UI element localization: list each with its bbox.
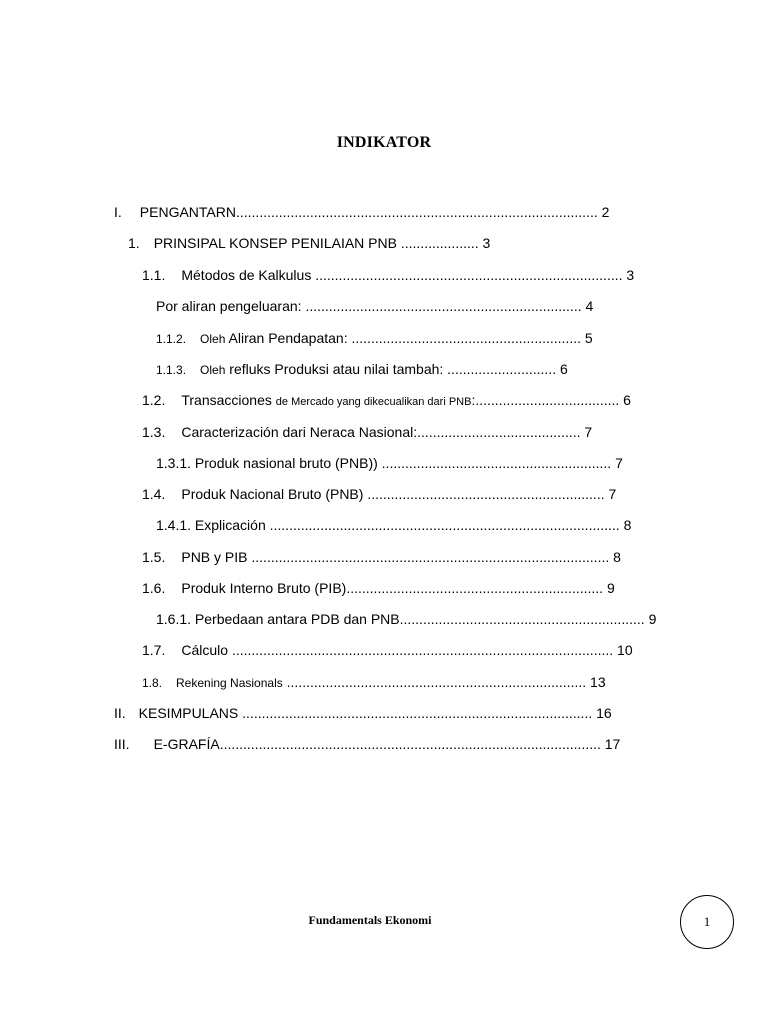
toc-entry-perbedaan[interactable] — [156, 610, 656, 628]
toc-text: Por aliran pengeluaran: — [156, 298, 302, 314]
toc-page-number: 16 — [596, 705, 612, 721]
toc-text: Aliran Pendapatan: — [228, 330, 348, 346]
toc-leader: ............................................................................. — [286, 674, 587, 690]
toc-number: 1.6. — [142, 580, 166, 596]
toc-page-number: 2 — [601, 204, 610, 220]
toc-page-number: 3 — [626, 267, 635, 283]
toc-leader: .................................................................................................. — [231, 642, 614, 658]
toc-page-number: 17 — [604, 736, 621, 752]
toc-entry-refluks-produksi[interactable] — [156, 360, 568, 379]
toc-leader: ........................................................... — [351, 330, 581, 346]
toc-leader: .................................................................................................. — [219, 736, 601, 752]
toc-page-number: 6 — [559, 361, 568, 377]
toc-text: KESIMPULANS — [138, 705, 239, 721]
toc-prefix: Oleh — [200, 363, 226, 377]
toc-text: PNB y PIB — [181, 549, 248, 565]
toc-text: 1.3.1. Produk nasional bruto (PNB)) — [156, 455, 378, 471]
toc-leader: .................................................................. — [346, 580, 604, 596]
toc-colon: : — [471, 392, 476, 408]
toc-page-number: 8 — [623, 517, 632, 533]
toc-text: Métodos de Kalkulus — [181, 267, 312, 283]
toc-entry-pengantarn[interactable] — [114, 203, 609, 221]
toc-leader: ..................................... — [475, 392, 620, 408]
toc-number: 1.2. — [142, 392, 166, 408]
toc-text: Produk Nacional Bruto (PNB) — [181, 486, 364, 502]
toc-page-number: 10 — [617, 642, 633, 658]
toc-entry-rekening-nasionals[interactable] — [142, 673, 606, 692]
toc-leader: ........................................................... — [381, 455, 612, 471]
toc-text: Transacciones — [181, 392, 272, 408]
toc-page-number: 7 — [584, 424, 593, 440]
toc-leader: .......................................... — [417, 424, 581, 440]
toc-page-number: 9 — [606, 580, 615, 596]
page-number-circle — [680, 895, 734, 949]
toc-page-number: 8 — [613, 549, 621, 565]
toc-page-number: 9 — [648, 611, 657, 627]
toc-leader: ............................ — [447, 361, 557, 377]
toc-number: II. — [114, 705, 126, 721]
toc-text: E-GRAFÍA — [153, 736, 220, 752]
toc-entry-e-grafia[interactable] — [114, 735, 620, 753]
toc-number: I. — [114, 204, 122, 220]
toc-number: 1.1.2. — [156, 332, 187, 346]
toc-page-number: 4 — [585, 298, 594, 314]
toc-text: PENGANTARN — [139, 204, 236, 220]
toc-leader: .......................................................................................... — [242, 705, 593, 721]
toc-text: 1.6.1. Perbedaan antara PDB dan PNB — [156, 611, 400, 627]
toc-entry-prinsipal[interactable] — [128, 234, 490, 252]
toc-leader: ............................................................................................ — [251, 549, 610, 565]
toc-entry-caracterizacion[interactable] — [142, 423, 592, 441]
toc-entry-aliran-pendapatan[interactable] — [156, 329, 593, 348]
toc-text-small: de Mercado yang dikecualikan dari PNB — [275, 396, 472, 408]
toc-leader: ....................................................................... — [305, 298, 582, 314]
toc-number: 1.1. — [142, 267, 166, 283]
toc-leader: .......................................................................................... — [269, 517, 620, 533]
toc-number: 1.5. — [142, 549, 166, 565]
toc-entry-metodos[interactable] — [142, 266, 634, 284]
page-number: 1 — [703, 914, 711, 929]
toc-number: 1.3. — [142, 424, 166, 440]
toc-leader: ............................................................. — [367, 486, 605, 502]
toc-number: 1.4. — [142, 486, 166, 502]
toc-entry-produk-nasional-bruto[interactable] — [156, 454, 623, 472]
toc-entry-produk-nacional-bruto[interactable] — [142, 485, 616, 503]
page-footer: Fundamentals Ekonomi — [308, 913, 432, 927]
toc-page-number: 7 — [615, 455, 623, 471]
toc-page-number: 13 — [590, 674, 606, 690]
toc-text: Cálculo — [181, 642, 229, 658]
toc-entry-por-aliran-pengeluaran[interactable] — [156, 297, 593, 315]
toc-number: 1.7. — [142, 642, 166, 658]
toc-entry-transacciones[interactable] — [142, 391, 631, 411]
toc-page-number: 5 — [584, 330, 593, 346]
toc-entry-calculo[interactable] — [142, 641, 633, 659]
toc-entry-explicacion[interactable] — [156, 516, 631, 534]
toc-leader: ............................................................................................. — [235, 204, 598, 220]
toc-text: PRINSIPAL KONSEP PENILAIAN PNB — [153, 235, 397, 251]
toc-leader: ............................................................... — [399, 611, 645, 627]
toc-number: III. — [114, 736, 130, 752]
toc-page-number: 3 — [482, 235, 491, 251]
toc-page-number: 7 — [608, 486, 617, 502]
toc-number: 1.8. — [142, 676, 163, 690]
toc-text: refluks Produksi atau nilai tambah: — [229, 361, 444, 377]
toc-number: 1.1.3. — [156, 363, 187, 377]
toc-text: Rekening Nasionals — [176, 676, 283, 690]
toc-leader: .................... — [400, 235, 479, 251]
toc-entry-produk-interno-bruto[interactable] — [142, 579, 615, 597]
toc-page-number: 6 — [623, 392, 631, 408]
toc-text: 1.4.1. Explicación — [156, 517, 266, 533]
toc-text: Caracterización dari Neraca Nasional: — [181, 424, 418, 440]
toc-prefix: Oleh — [200, 332, 226, 346]
toc-number: 1. — [128, 235, 140, 251]
toc-entry-kesimpulans[interactable] — [114, 704, 612, 722]
document-title: INDIKATOR — [336, 134, 432, 151]
toc-text: Produk Interno Bruto (PIB) — [181, 580, 347, 596]
toc-leader: ............................................................................... — [315, 267, 623, 283]
toc-entry-pnb-y-pib[interactable] — [142, 548, 621, 566]
